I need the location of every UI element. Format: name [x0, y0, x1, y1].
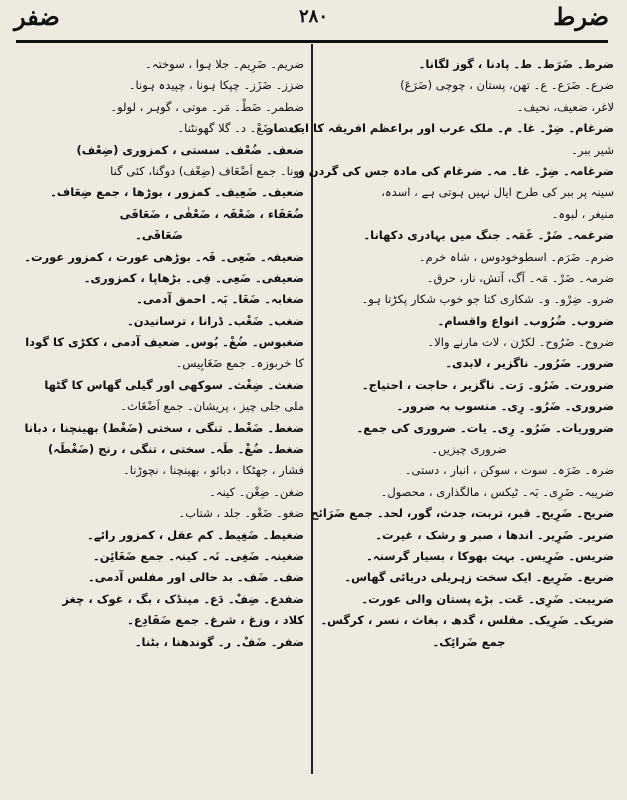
- dictionary-entry-line: ضرم۔ ضَرَم۔ اسطوخودوس ، شاہ خرم۔: [418, 249, 614, 264]
- dictionary-entry-line: ضریس۔ ضَرِیس۔ بہت بھوکا ، بسیار گرسنہ۔: [366, 548, 614, 563]
- page-number: ۲۸۰: [298, 6, 328, 27]
- dictionary-entry-line: ضطمر۔ ضَطْ۔ مَر۔ موتی ، گوہر ، لولو۔: [110, 99, 304, 114]
- dictionary-entry-line: ضریبت۔ ضَرِی۔ عَت۔ بڑے پستان والی عورت۔: [361, 591, 614, 606]
- dictionary-entry-line: ضریر۔ ضَرِیر۔ اندھا ، صبر و رشک ، غیرت۔: [375, 527, 614, 542]
- dictionary-entry-line: ضفر۔ ضَفْ۔ ر۔ گوندھنا ، بٹنا۔: [134, 634, 304, 649]
- dictionary-entry-line: شیر ببر۔: [571, 142, 614, 157]
- header-first-word: ضرط: [553, 2, 609, 31]
- dictionary-entry-line: ضَعَافَی۔: [135, 228, 183, 243]
- dictionary-entry-line: ضف۔ ضَف۔ بد حالی اور مفلس آدمی۔: [87, 570, 304, 585]
- dictionary-entry-line: ضغینہ۔ ضَغِی۔ نَہ۔ کینہ۔ جمع ضَغَائِن۔: [93, 548, 304, 563]
- dictionary-entry-line: ضغو۔ ضَغْو۔ جلد ، شتاب۔: [178, 506, 304, 521]
- dictionary-entry-line: کلاد ، وزغ ، شرغ۔ جمع ضَفَادِع۔: [127, 613, 304, 628]
- dictionary-entry-line: ضغن۔ ضِغْن۔ کینہ۔: [209, 484, 304, 499]
- dictionary-entry-line: ضُعَفَاء ، ضَعْفَہ ، ضَعْفٰی ، ضَعَافَی: [119, 206, 304, 221]
- dictionary-entry-line: ضعیفی۔ ضَعِی۔ فِی۔ بڑھاپا ، کمزوری۔: [83, 270, 304, 285]
- dictionary-entry-line: ضرور۔ ضَرُور۔ ناگزیر ، لابدی۔: [445, 356, 614, 371]
- dictionary-entry-line: ضریبہ۔ ضَرِی۔ بَہ۔ ٹیکس ، مالگذاری ، محصول۔: [380, 484, 614, 499]
- dictionary-entry-line: ضغبوس۔ ضُغْ۔ بُوس۔ ضعیف آدمی ، ککڑی کا گودا: [25, 335, 304, 350]
- dictionary-entry-line: ملی جلی چیز ، پریشان۔ جمع اَضْغَاث۔: [120, 399, 304, 414]
- page-header: [0, 0, 627, 44]
- dictionary-entry-line: ضرہ۔ ضَرَہ۔ سوت ، سوکن ، انبار ، دستی۔: [404, 463, 614, 478]
- dictionary-entry-line: ضغب۔ ضَغْب۔ ڈرانا ، ترسانیدن۔: [126, 313, 304, 328]
- header-last-word: ضفر: [14, 2, 60, 31]
- dictionary-entry-line: ضروح۔ ضَرُوح۔ لکڑن ، لات مارنے والا۔: [427, 335, 614, 350]
- dictionary-entry-line: ضرع۔ ضَرَع۔ ع۔ تھن، پستان ، چوچی (ضَرَعَ): [400, 78, 614, 93]
- dictionary-entry-line: ضعف۔ ضُعْف۔ سستی ، کمزوری (ضِعْف): [76, 142, 304, 157]
- dictionary-entry-line: ضغابہ۔ ضَغَا۔ بَہ۔ احمق آدمی۔: [136, 292, 304, 307]
- dictionary-entry-line: فشار ، جھٹکا ، دبائو ، بھینچنا ، نچوڑنا۔: [122, 463, 304, 478]
- dictionary-entry-line: ضروری۔ ضَرُو۔ رِی۔ منسوب بہ ضرور۔: [396, 399, 614, 414]
- dictionary-entry-line: ضریع۔ ضَرِیع۔ ایک سخت زہریلی دریائی گھاس۔: [344, 570, 614, 585]
- dictionary-entry-line: منیغر ، لبوہ۔: [551, 206, 614, 221]
- dictionary-entry-line: ضرورت۔ ضَرُو۔ رَت۔ ناگزیر ، حاجت ، احتیاج۔: [361, 377, 614, 392]
- dictionary-entry-line: ضفدع۔ ضِفْ۔ دَع۔ مینڈک ، بگ ، غوک ، چغز: [62, 591, 304, 606]
- dictionary-entry-line: ضریم۔ ضَرِیم۔ جلا ہوا ، سوختہ۔: [145, 57, 304, 71]
- dictionary-entry-line: ضروب۔ ضُرُوب۔ انواع واقسام۔: [437, 313, 614, 328]
- dictionary-entry-line: ضروریات۔ ضَرُو۔ رِی۔ یات۔ ضروری کی جمع۔: [356, 420, 614, 435]
- dictionary-entry-line: ضعیف۔ ضَعِیف۔ کمزور ، بوڑھا ، جمع ضِعَاف۔: [50, 185, 304, 200]
- dictionary-entry-line: ضریح۔ ضَرِیح۔ قبر، تربت، جدث، گور، لحد۔ جمع ضَرَائح: [310, 506, 614, 521]
- dictionary-entry-line: ضغط۔ ضَغْط۔ تنگی ، سختی (ضَغْط) بھینچنا ، دبانا: [24, 420, 304, 435]
- dictionary-entry-line: ضعد۔ ضَعْ۔ د۔ گلا گھونٹنا۔: [177, 121, 304, 136]
- dictionary-entry-line: دونا۔ جمع اَضْعَاف (ضِعْف) دوگنا، کئی گنا: [110, 163, 304, 178]
- dictionary-entry-line: ضرط۔ ضَرَط۔ ط۔ پادنا ، گوز لگانا۔: [418, 57, 614, 71]
- dictionary-entry-line: ضروری چیزیں۔: [431, 442, 507, 457]
- dictionary-entry-line: کا خربوزہ۔ جمع ضَغَابِیس۔: [175, 356, 304, 371]
- dictionary-entry-line: ضرغامہ۔ ضِرْ۔ غا۔ مہ۔ ضرغام کی مادہ جس کی گردن و: [297, 163, 614, 178]
- dictionary-entry-line: لاغر، ضعیف، نحیف۔: [516, 99, 614, 114]
- dictionary-entry-line: ضغط۔ ضُغْ۔ طَہ۔ سختی ، تنگی ، رنج (ضَغْطَہ): [48, 442, 304, 457]
- dictionary-entry-line: ضعیفہ۔ ضَعِی۔ فَہ۔ بوڑھی عورت ، کمزور عورت۔: [24, 249, 304, 264]
- right-column: [266, 54, 614, 653]
- dictionary-entry-line: ضرمہ۔ ضَرْ۔ مَہ۔ آگ، آتش، نار، حرق۔: [426, 270, 614, 285]
- dictionary-entry-line: جمع ضَرائِک۔: [432, 634, 506, 649]
- header-rule: [16, 40, 608, 43]
- dictionary-entry-line: ضریک۔ ضَرِیک۔ مفلس ، گدھ ، بغاث ، نسر ، کرگس۔: [320, 613, 614, 628]
- left-column: [14, 54, 304, 653]
- dictionary-entry-line: ضرغام۔ ضِرْ۔ غا۔ م۔ ملک عرب اور براعظم افریقہ کا ایک مار: [266, 121, 614, 136]
- dictionary-entry-line: ضرغمہ۔ ضَرْ۔ غَمَہ۔ جنگ میں بہادری دکھانا۔: [363, 228, 614, 243]
- column-divider: [311, 44, 313, 774]
- dictionary-entry-line: ضغیط۔ ضَغِیط۔ کم عقل ، کمزور رائے۔: [87, 527, 304, 542]
- dictionary-entry-line: سینہ پر ببر کی طرح ایال نہیں ہوتی ہے ، اسدہ،: [381, 185, 614, 200]
- dictionary-entry-line: ضزز۔ ضَزَز۔ چپکا ہونا ، چپیدہ ہونا۔: [128, 78, 304, 93]
- dictionary-entry-line: ضغث۔ ضِغْث۔ سوکھی اور گیلی گھاس کا گٹھا: [44, 377, 304, 392]
- dictionary-entry-line: ضرو۔ ضِرْو۔ و۔ شکاری کتا جو خوب شکار پکڑتا ہو۔: [361, 292, 614, 307]
